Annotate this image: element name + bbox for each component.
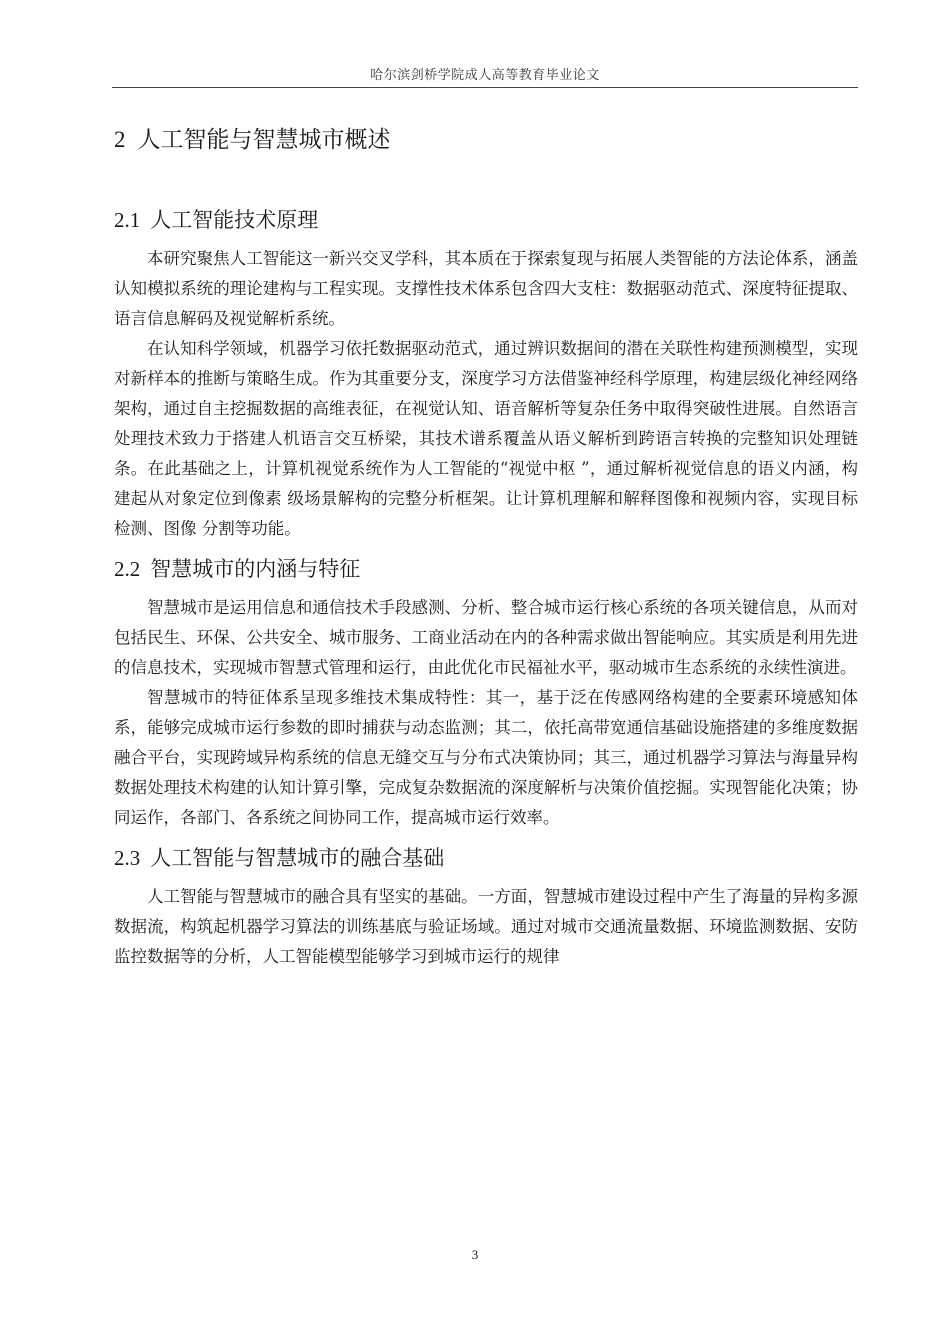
paragraph: 智慧城市是运用信息和通信技术手段感测、分析、整合城市运行核心系统的各项关键信息，从而对包括民生、环保、公共安全、城市服务、工商业活动在内的各种需求做出智能响应。其实质是利用先进的信息技术，实现城市智慧式管理和运行，由此优化市民福祉水平，驱动城市生态系统的永续性演进。: [114, 598, 858, 677]
section-number: 2.3: [114, 846, 141, 870]
chapter-title: [114, 118, 858, 162]
section-title-2-1: [114, 198, 858, 242]
section-number: 2.1: [114, 208, 141, 232]
header-divider: [112, 87, 858, 88]
section-title-2-3: [114, 836, 858, 880]
section-number: 2.2: [114, 557, 141, 581]
section-title-2-2: [114, 547, 858, 591]
paragraph: 人工智能与智慧城市的融合具有坚实的基础。一方面，智慧城市建设过程中产生了海量的异构多源数据流，构筑起机器学习算法的训练基底与验证场域。通过对城市交通流量数据、环境监测数据、安防监控数据等的分析，人工智能模型能够学习到城市运行的规律: [114, 887, 858, 966]
paragraph: 智慧城市的特征体系呈现多维技术集成特性：其一，基于泛在传感网络构建的全要素环境感知体系，能够完成城市运行参数的即时捕获与动态监测；其二，依托高带宽通信基础设施搭建的多维度数据融合平台，实现跨域异构系统的信息无缝交互与分布式决策协同；其三，通过机器学习算法与海量异构数据处理技术构建的认知计算引擎，完成复杂数据流的深度解析与决策价值挖掘。实现智能化决策；协同运作，各部门、各系统之间协同工作，提高城市运行效率。: [114, 688, 858, 827]
chapter-number: 2: [114, 127, 126, 152]
section-title-text: 人工智能与智慧城市的融合基础: [150, 846, 445, 870]
document-body: [114, 118, 858, 972]
section-title-text: 智慧城市的内涵与特征: [150, 557, 361, 581]
chapter-title-text: 人工智能与智慧城市概述: [137, 127, 391, 153]
page-header: 哈尔滨剑桥学院成人高等教育毕业论文: [370, 68, 600, 83]
page-number: 3: [471, 1247, 479, 1262]
section-title-text: 人工智能技术原理: [150, 208, 319, 232]
paragraph: 在认知科学领域，机器学习依托数据驱动范式，通过辨识数据间的潜在关联性构建预测模型，实现对新样本的推断与策略生成。作为其重要分支，深度学习方法借鉴神经科学原理，构建层级化神经网络架构，通过自主挖掘数据的高维表征，在视觉认知、语音解析等复杂任务中取得突破性进展。自然语言处理技术致力于搭建人机语言交互桥梁，其技术谱系覆盖从语义解析到跨语言转换的完整知识处理链条。在此基础之上，计算机视觉系统作为人工智能的“视觉中枢 ”，通过解析视觉信息的语义内涵，构建起从对象定位到像素 级场景解构的完整分析框架。让计算机理解和解释图像和视频内容，实现目标检测、图像 分割等功能。: [114, 339, 858, 538]
paragraph: 本研究聚焦人工智能这一新兴交叉学科，其本质在于探索复现与拓展人类智能的方法论体系，涵盖认知模拟系统的理论建构与工程实现。支撑性技术体系包含四大支柱：数据驱动范式、深度特征提取、语言信息解码及视觉解析系统。: [114, 249, 858, 328]
